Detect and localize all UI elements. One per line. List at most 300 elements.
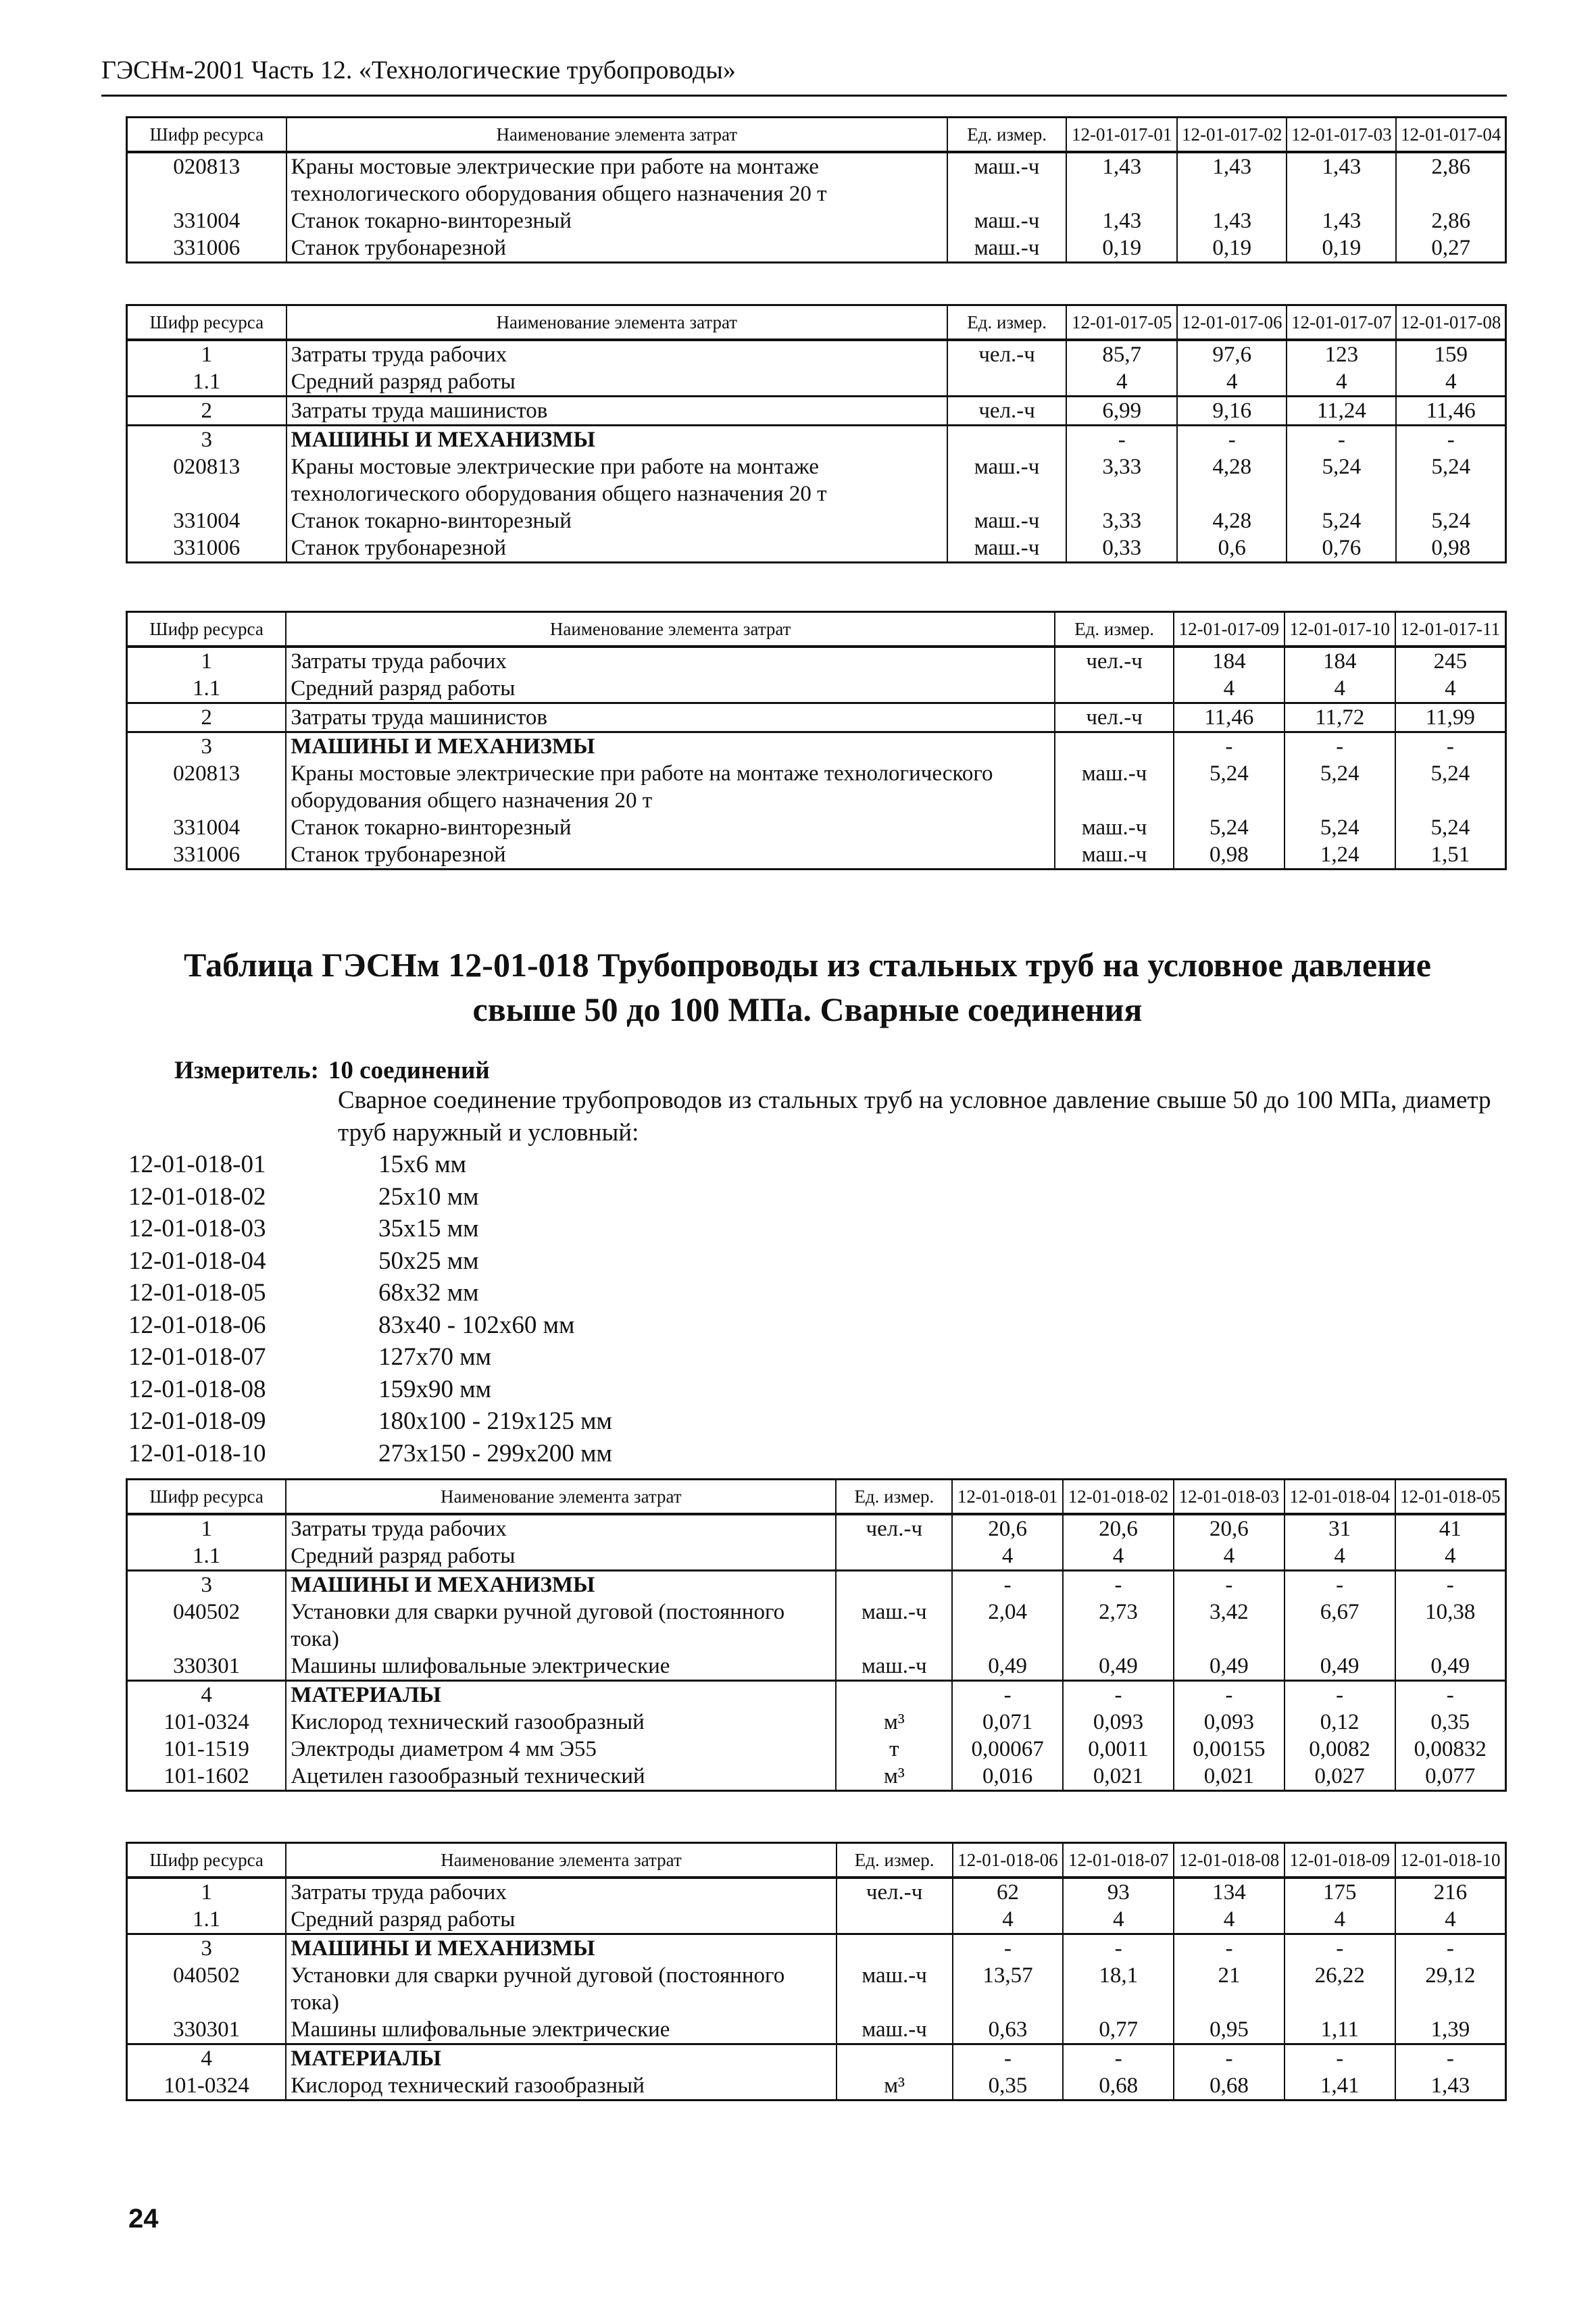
resource-name: Установки для сварки ручной дуговой (постоянного тока) xyxy=(286,1599,836,1653)
resource-value: - xyxy=(1285,732,1395,761)
resource-value: - xyxy=(952,1571,1063,1599)
resource-value: - xyxy=(1395,1571,1506,1599)
resource-value: 1,43 xyxy=(1395,2072,1506,2101)
section-row xyxy=(127,1681,1506,1709)
resource-unit xyxy=(1055,675,1174,703)
resource-name: Краны мостовые электрические при работе на монтаже технологического оборудования общего назначения 20 т xyxy=(286,152,947,207)
resource-value: 2,04 xyxy=(952,1599,1063,1653)
table-row xyxy=(127,397,1506,426)
resource-value: 0,6 xyxy=(1177,534,1287,563)
resource-value: 4 xyxy=(953,1906,1064,1934)
resource-name: Затраты труда рабочих xyxy=(286,1514,836,1542)
column-header-rate: 12-01-018-08 xyxy=(1174,1843,1285,1878)
resource-value: 0,027 xyxy=(1285,1763,1395,1791)
resource-value: 97,6 xyxy=(1177,340,1287,368)
resource-code: 020813 xyxy=(127,152,286,207)
rate-code: 12-01-018-09 xyxy=(128,1407,266,1435)
resource-value: 5,24 xyxy=(1174,760,1285,814)
column-header-name: Наименование элемента затрат xyxy=(286,612,1055,647)
table-row xyxy=(127,1599,1506,1653)
resource-value: 0,093 xyxy=(1174,1709,1285,1736)
column-header-rate: 12-01-018-04 xyxy=(1285,1480,1395,1515)
section-row xyxy=(127,426,1506,454)
column-header-name: Наименование элемента затрат xyxy=(286,1480,836,1515)
resource-value: - xyxy=(953,2044,1064,2073)
resource-value: 4 xyxy=(1395,1542,1506,1571)
resource-value: 11,24 xyxy=(1287,397,1396,426)
resource-code: 1.1 xyxy=(127,1906,286,1934)
resource-value: 5,24 xyxy=(1287,507,1396,534)
resource-unit xyxy=(947,368,1066,397)
resource-code: 101-0324 xyxy=(127,1709,286,1736)
rate-code: 12-01-018-06 xyxy=(128,1311,266,1339)
list-item xyxy=(128,1341,612,1374)
resource-code: 3 xyxy=(127,426,286,454)
column-header-unit: Ед. измер. xyxy=(947,118,1066,153)
rate-size: 68х32 мм xyxy=(378,1279,479,1307)
resource-value: 4 xyxy=(1285,675,1395,703)
resource-code: 1.1 xyxy=(127,1542,286,1571)
resource-unit: маш.-ч xyxy=(837,2016,953,2044)
resource-value: - xyxy=(1395,2044,1506,2073)
column-header-code: Шифр ресурса xyxy=(127,118,286,153)
page-number: 24 xyxy=(128,2204,159,2234)
resource-value: 4,28 xyxy=(1177,453,1287,507)
resource-unit: чел.-ч xyxy=(1055,647,1174,675)
table-row xyxy=(127,1878,1506,1906)
resource-value: 134 xyxy=(1174,1878,1285,1906)
resource-value: 0,98 xyxy=(1396,534,1505,563)
resource-value: - xyxy=(1063,2044,1174,2073)
rate-code: 12-01-018-08 xyxy=(128,1375,266,1403)
header-rule xyxy=(101,95,1507,97)
resource-value: 0,0011 xyxy=(1063,1736,1174,1763)
resource-unit xyxy=(837,1934,953,1963)
section-name: МАШИНЫ И МЕХАНИЗМЫ xyxy=(286,1571,836,1599)
resource-value: 3,42 xyxy=(1174,1599,1285,1653)
resource-name: Средний разряд работы xyxy=(286,368,947,397)
column-header-code: Шифр ресурса xyxy=(127,1480,286,1515)
resource-value: 4 xyxy=(1063,1542,1174,1571)
list-item xyxy=(128,1245,612,1278)
resource-value: 4 xyxy=(1287,368,1396,397)
column-header-unit: Ед. измер. xyxy=(837,1843,953,1878)
resource-value: 0,33 xyxy=(1066,534,1177,563)
resource-value: 0,49 xyxy=(1285,1653,1395,1681)
resource-name: Средний разряд работы xyxy=(286,1906,836,1934)
resource-code: 331004 xyxy=(127,507,286,534)
resource-unit: маш.-ч xyxy=(1055,760,1174,814)
resource-value: - xyxy=(1063,1571,1174,1599)
resource-value: 5,24 xyxy=(1395,814,1506,841)
resource-value: 0,68 xyxy=(1174,2072,1285,2101)
resource-name: Установки для сварки ручной дуговой (постоянного тока) xyxy=(286,1962,836,2016)
list-item xyxy=(128,1277,612,1309)
column-header-rate: 12-01-018-02 xyxy=(1063,1480,1174,1515)
table-row xyxy=(127,534,1506,563)
resource-code: 331004 xyxy=(127,207,286,234)
resource-value: 4 xyxy=(1174,1542,1285,1571)
resource-code: 040502 xyxy=(127,1962,286,2016)
resource-value: 93 xyxy=(1063,1878,1174,1906)
resource-value: 245 xyxy=(1395,647,1506,675)
resource-value: 1,43 xyxy=(1066,152,1177,207)
resource-name: Краны мостовые электрические при работе на монтаже технологического оборудования общего назначения 20 т xyxy=(286,453,947,507)
resource-name: Машины шлифовальные электрические xyxy=(286,1653,836,1681)
resource-unit: маш.-ч xyxy=(1055,841,1174,870)
resource-unit: т xyxy=(836,1736,952,1763)
resource-name: Электроды диаметром 4 мм Э55 xyxy=(286,1736,836,1763)
resource-code: 331006 xyxy=(127,234,286,263)
resource-name: Станок токарно-винторезный xyxy=(286,814,1055,841)
resource-value: 3,33 xyxy=(1066,507,1177,534)
resource-value: 4 xyxy=(1395,675,1506,703)
table-row xyxy=(127,368,1506,397)
resource-value: 5,24 xyxy=(1396,507,1505,534)
column-header-rate: 12-01-018-06 xyxy=(953,1843,1064,1878)
resource-value: - xyxy=(1395,1934,1506,1963)
list-item xyxy=(128,1181,612,1213)
resource-unit: маш.-ч xyxy=(947,534,1066,563)
resource-code: 3 xyxy=(127,1571,286,1599)
table-row xyxy=(127,675,1506,703)
resource-value: 41 xyxy=(1395,1514,1506,1542)
resource-value: - xyxy=(1174,1681,1285,1709)
resource-name: Станок трубонарезной xyxy=(286,534,947,563)
rate-code: 12-01-018-07 xyxy=(128,1343,266,1371)
resource-name: Станок токарно-винторезный xyxy=(286,207,947,234)
column-header-rate: 12-01-017-06 xyxy=(1177,305,1287,341)
resource-code: 331006 xyxy=(127,841,286,870)
resource-value: 0,63 xyxy=(953,2016,1064,2044)
running-head: ГЭСНм-2001 Часть 12. «Технологические трубопроводы» xyxy=(101,56,736,84)
table-row xyxy=(127,152,1506,207)
resource-value: 62 xyxy=(953,1878,1064,1906)
resource-value: 0,021 xyxy=(1174,1763,1285,1791)
resource-code: 101-0324 xyxy=(127,2072,286,2101)
resource-unit: чел.-ч xyxy=(1055,703,1174,732)
resource-value: 4 xyxy=(952,1542,1063,1571)
resource-unit: м³ xyxy=(836,1763,952,1791)
resource-value: 1,43 xyxy=(1177,152,1287,207)
column-header-code: Шифр ресурса xyxy=(127,612,286,647)
resource-value: 0,0082 xyxy=(1285,1736,1395,1763)
table-row xyxy=(127,234,1506,263)
column-header-rate: 12-01-018-03 xyxy=(1174,1480,1285,1515)
resource-unit: маш.-ч xyxy=(947,207,1066,234)
rate-code: 12-01-018-05 xyxy=(128,1279,266,1307)
resource-name: Затраты труда рабочих xyxy=(286,647,1055,675)
resource-unit: маш.-ч xyxy=(947,453,1066,507)
resource-value: 2,73 xyxy=(1063,1599,1174,1653)
rate-code: 12-01-018-01 xyxy=(128,1151,266,1178)
resource-value: 0,76 xyxy=(1287,534,1396,563)
table-row xyxy=(127,1514,1506,1542)
resource-value: 0,19 xyxy=(1287,234,1396,263)
rate-list xyxy=(128,1149,612,1469)
table-row xyxy=(127,841,1506,870)
resource-name: Кислород технический газообразный xyxy=(286,1709,836,1736)
rate-size: 83х40 - 102х60 мм xyxy=(378,1311,575,1339)
column-header-name: Наименование элемента затрат xyxy=(286,305,947,341)
resource-name: Затраты труда рабочих xyxy=(286,1878,836,1906)
resource-value: 0,49 xyxy=(1063,1653,1174,1681)
column-header-rate: 12-01-018-07 xyxy=(1063,1843,1174,1878)
resource-value: 184 xyxy=(1174,647,1285,675)
resource-code: 1 xyxy=(127,340,286,368)
resource-unit xyxy=(836,1571,952,1599)
resource-value: 21 xyxy=(1174,1962,1285,2016)
resource-unit xyxy=(947,426,1066,454)
resource-value: - xyxy=(1395,1681,1506,1709)
column-header-rate: 12-01-018-01 xyxy=(952,1480,1063,1515)
list-item xyxy=(128,1309,612,1342)
list-item xyxy=(128,1213,612,1245)
resource-value: 0,27 xyxy=(1396,234,1505,263)
table-row xyxy=(127,2016,1506,2044)
column-header-rate: 12-01-017-01 xyxy=(1066,118,1177,153)
table-header-row xyxy=(127,118,1506,153)
resource-value: - xyxy=(1396,426,1505,454)
resource-value: 1,43 xyxy=(1066,207,1177,234)
resource-value: 0,49 xyxy=(1395,1653,1506,1681)
resource-value: 0,95 xyxy=(1174,2016,1285,2044)
resource-value: 11,46 xyxy=(1396,397,1505,426)
resource-value: 184 xyxy=(1285,647,1395,675)
resource-value: - xyxy=(1395,732,1506,761)
column-header-rate: 12-01-017-04 xyxy=(1396,118,1505,153)
rate-size: 50х25 мм xyxy=(378,1247,479,1275)
resource-value: - xyxy=(1285,1681,1395,1709)
resource-value: 5,24 xyxy=(1287,453,1396,507)
resource-unit: чел.-ч xyxy=(947,340,1066,368)
resource-value: 123 xyxy=(1287,340,1396,368)
resource-value: 216 xyxy=(1395,1878,1506,1906)
section-name: МАТЕРИАЛЫ xyxy=(286,2044,836,2073)
list-item xyxy=(128,1149,612,1181)
resource-code: 4 xyxy=(127,1681,286,1709)
resource-value: 20,6 xyxy=(952,1514,1063,1542)
table-header-row xyxy=(127,1843,1506,1878)
resource-unit: чел.-ч xyxy=(947,397,1066,426)
work-description: Сварное соединение трубопроводов из стальных труб на условное давление свыше 50 до 100 МПа, диаметр труб наружный и условный: xyxy=(338,1086,1491,1147)
table-row xyxy=(127,814,1506,841)
resource-value: 3,33 xyxy=(1066,453,1177,507)
resource-code: 101-1602 xyxy=(127,1763,286,1791)
resource-unit xyxy=(837,1906,953,1934)
resource-unit: маш.-ч xyxy=(837,1962,953,2016)
column-header-rate: 12-01-018-09 xyxy=(1285,1843,1395,1878)
resource-code: 1 xyxy=(127,647,286,675)
table-row xyxy=(127,703,1506,732)
resource-value: 4 xyxy=(1177,368,1287,397)
rate-size: 159х90 мм xyxy=(378,1375,492,1403)
resource-value: 0,071 xyxy=(952,1709,1063,1736)
resource-value: 4 xyxy=(1066,368,1177,397)
resource-value: 26,22 xyxy=(1285,1962,1395,2016)
column-header-rate: 12-01-017-02 xyxy=(1177,118,1287,153)
table-row xyxy=(127,760,1506,814)
resource-value: 13,57 xyxy=(953,1962,1064,2016)
resource-value: 0,98 xyxy=(1174,841,1285,870)
table-row xyxy=(127,2072,1506,2101)
resource-code: 2 xyxy=(127,703,286,732)
resource-name: Кислород технический газообразный xyxy=(286,2072,836,2101)
resource-value: 5,24 xyxy=(1285,760,1395,814)
column-header-rate: 12-01-017-07 xyxy=(1287,305,1396,341)
resource-value: 20,6 xyxy=(1063,1514,1174,1542)
resource-unit: м³ xyxy=(836,1709,952,1736)
resource-code: 101-1519 xyxy=(127,1736,286,1763)
meter-line xyxy=(174,1056,490,1085)
resource-name: Станок токарно-винторезный xyxy=(286,507,947,534)
table-row xyxy=(127,1542,1506,1571)
table-row xyxy=(127,1709,1506,1736)
resource-value: 0,077 xyxy=(1395,1763,1506,1791)
resource-unit: чел.-ч xyxy=(837,1878,953,1906)
resource-value: 0,19 xyxy=(1066,234,1177,263)
resource-value: 0,49 xyxy=(1174,1653,1285,1681)
resource-value: 0,00067 xyxy=(952,1736,1063,1763)
resource-code: 330301 xyxy=(127,1653,286,1681)
rate-size: 273х150 - 299х200 мм xyxy=(378,1439,612,1467)
resource-unit xyxy=(837,2044,953,2073)
resource-name: Затраты труда машинистов xyxy=(286,397,947,426)
resource-value: 0,00832 xyxy=(1395,1736,1506,1763)
resource-value: 11,46 xyxy=(1174,703,1285,732)
resource-value: 4 xyxy=(1395,1906,1506,1934)
resource-value: 0,021 xyxy=(1063,1763,1174,1791)
resource-code: 020813 xyxy=(127,760,286,814)
resource-unit: маш.-ч xyxy=(947,152,1066,207)
column-header-rate: 12-01-017-11 xyxy=(1395,612,1506,647)
resource-value: 4 xyxy=(1174,1906,1285,1934)
column-header-code: Шифр ресурса xyxy=(127,305,286,341)
resource-value: 4 xyxy=(1063,1906,1174,1934)
cost-table-017-01-04 xyxy=(126,116,1507,263)
resource-value: 6,67 xyxy=(1285,1599,1395,1653)
resource-value: 1,51 xyxy=(1395,841,1506,870)
column-header-rate: 12-01-018-05 xyxy=(1395,1480,1506,1515)
resource-unit xyxy=(836,1542,952,1571)
resource-name: Ацетилен газообразный технический xyxy=(286,1763,836,1791)
resource-value: 1,39 xyxy=(1395,2016,1506,2044)
column-header-unit: Ед. измер. xyxy=(1055,612,1174,647)
resource-code: 020813 xyxy=(127,453,286,507)
resource-value: - xyxy=(1174,732,1285,761)
rate-size: 25х10 мм xyxy=(378,1182,479,1211)
resource-value: 0,19 xyxy=(1177,234,1287,263)
resource-name: Машины шлифовальные электрические xyxy=(286,2016,836,2044)
column-header-rate: 12-01-017-09 xyxy=(1174,612,1285,647)
column-header-rate: 12-01-018-10 xyxy=(1395,1843,1506,1878)
resource-value: 175 xyxy=(1285,1878,1395,1906)
resource-name: Средний разряд работы xyxy=(286,675,1055,703)
resource-value: 4 xyxy=(1285,1906,1395,1934)
section-name: МАШИНЫ И МЕХАНИЗМЫ xyxy=(286,426,947,454)
meter-value: 10 соединений xyxy=(328,1057,490,1084)
column-header-name: Наименование элемента затрат xyxy=(286,118,947,153)
resource-value: 1,41 xyxy=(1285,2072,1395,2101)
resource-value: 31 xyxy=(1285,1514,1395,1542)
resource-value: 1,43 xyxy=(1287,152,1396,207)
resource-code: 331006 xyxy=(127,534,286,563)
resource-value: 5,24 xyxy=(1396,453,1505,507)
rate-code: 12-01-018-03 xyxy=(128,1215,266,1242)
resource-value: 0,12 xyxy=(1285,1709,1395,1736)
resource-code: 3 xyxy=(127,1934,286,1963)
resource-value: 1,24 xyxy=(1285,841,1395,870)
section-row xyxy=(127,732,1506,761)
section-name: МАТЕРИАЛЫ xyxy=(286,1681,836,1709)
resource-value: 5,24 xyxy=(1174,814,1285,841)
resource-name: Станок трубонарезной xyxy=(286,841,1055,870)
section-name: МАШИНЫ И МЕХАНИЗМЫ xyxy=(286,1934,836,1963)
table-title: Таблица ГЭСНм 12-01-018 Трубопроводы из стальных труб на условное давление свыше 50 до 100 МПа. Сварные соединения xyxy=(184,946,1431,1028)
section-row xyxy=(127,1934,1506,1963)
resource-unit: м³ xyxy=(837,2072,953,2101)
resource-unit xyxy=(836,1681,952,1709)
resource-value: 4,28 xyxy=(1177,507,1287,534)
column-header-rate: 12-01-017-05 xyxy=(1066,305,1177,341)
resource-code: 040502 xyxy=(127,1599,286,1653)
resource-value: - xyxy=(953,1934,1064,1963)
resource-value: 0,35 xyxy=(1395,1709,1506,1736)
table-header-row xyxy=(127,305,1506,341)
section-name: МАШИНЫ И МЕХАНИЗМЫ xyxy=(286,732,1055,761)
rate-code: 12-01-018-10 xyxy=(128,1439,266,1467)
resource-value: - xyxy=(1285,2044,1395,2073)
list-item xyxy=(128,1438,612,1470)
resource-value: 4 xyxy=(1174,675,1285,703)
column-header-unit: Ед. измер. xyxy=(836,1480,952,1515)
table-row xyxy=(127,207,1506,234)
table-row xyxy=(127,1962,1506,2016)
resource-name: Станок трубонарезной xyxy=(286,234,947,263)
section-row xyxy=(127,2044,1506,2073)
resource-value: 1,11 xyxy=(1285,2016,1395,2044)
resource-code: 4 xyxy=(127,2044,286,2073)
resource-code: 2 xyxy=(127,397,286,426)
rate-size: 15х6 мм xyxy=(378,1151,467,1178)
column-header-rate: 12-01-017-10 xyxy=(1285,612,1395,647)
meter-label: Измеритель: xyxy=(174,1057,319,1084)
table-row xyxy=(127,453,1506,507)
resource-value: - xyxy=(1174,1571,1285,1599)
resource-value: 85,7 xyxy=(1066,340,1177,368)
cost-table-017-05-08 xyxy=(126,304,1507,563)
rate-size: 127х70 мм xyxy=(378,1343,492,1371)
resource-value: 0,77 xyxy=(1063,2016,1174,2044)
resource-value: 20,6 xyxy=(1174,1514,1285,1542)
resource-value: 29,12 xyxy=(1395,1962,1506,2016)
resource-name: Средний разряд работы xyxy=(286,1542,836,1571)
resource-value: 11,72 xyxy=(1285,703,1395,732)
cost-table-017-09-11 xyxy=(126,611,1507,870)
resource-value: 2,86 xyxy=(1396,207,1505,234)
resource-value: 0,00155 xyxy=(1174,1736,1285,1763)
resource-value: 4 xyxy=(1285,1542,1395,1571)
rate-size: 35х15 мм xyxy=(378,1215,479,1242)
resource-name: Затраты труда машинистов xyxy=(286,703,1055,732)
table-row xyxy=(127,1763,1506,1791)
resource-value: - xyxy=(1063,1934,1174,1963)
resource-value: 0,68 xyxy=(1063,2072,1174,2101)
resource-unit: маш.-ч xyxy=(1055,814,1174,841)
table-row xyxy=(127,647,1506,675)
resource-value: - xyxy=(952,1681,1063,1709)
resource-value: 0,016 xyxy=(952,1763,1063,1791)
